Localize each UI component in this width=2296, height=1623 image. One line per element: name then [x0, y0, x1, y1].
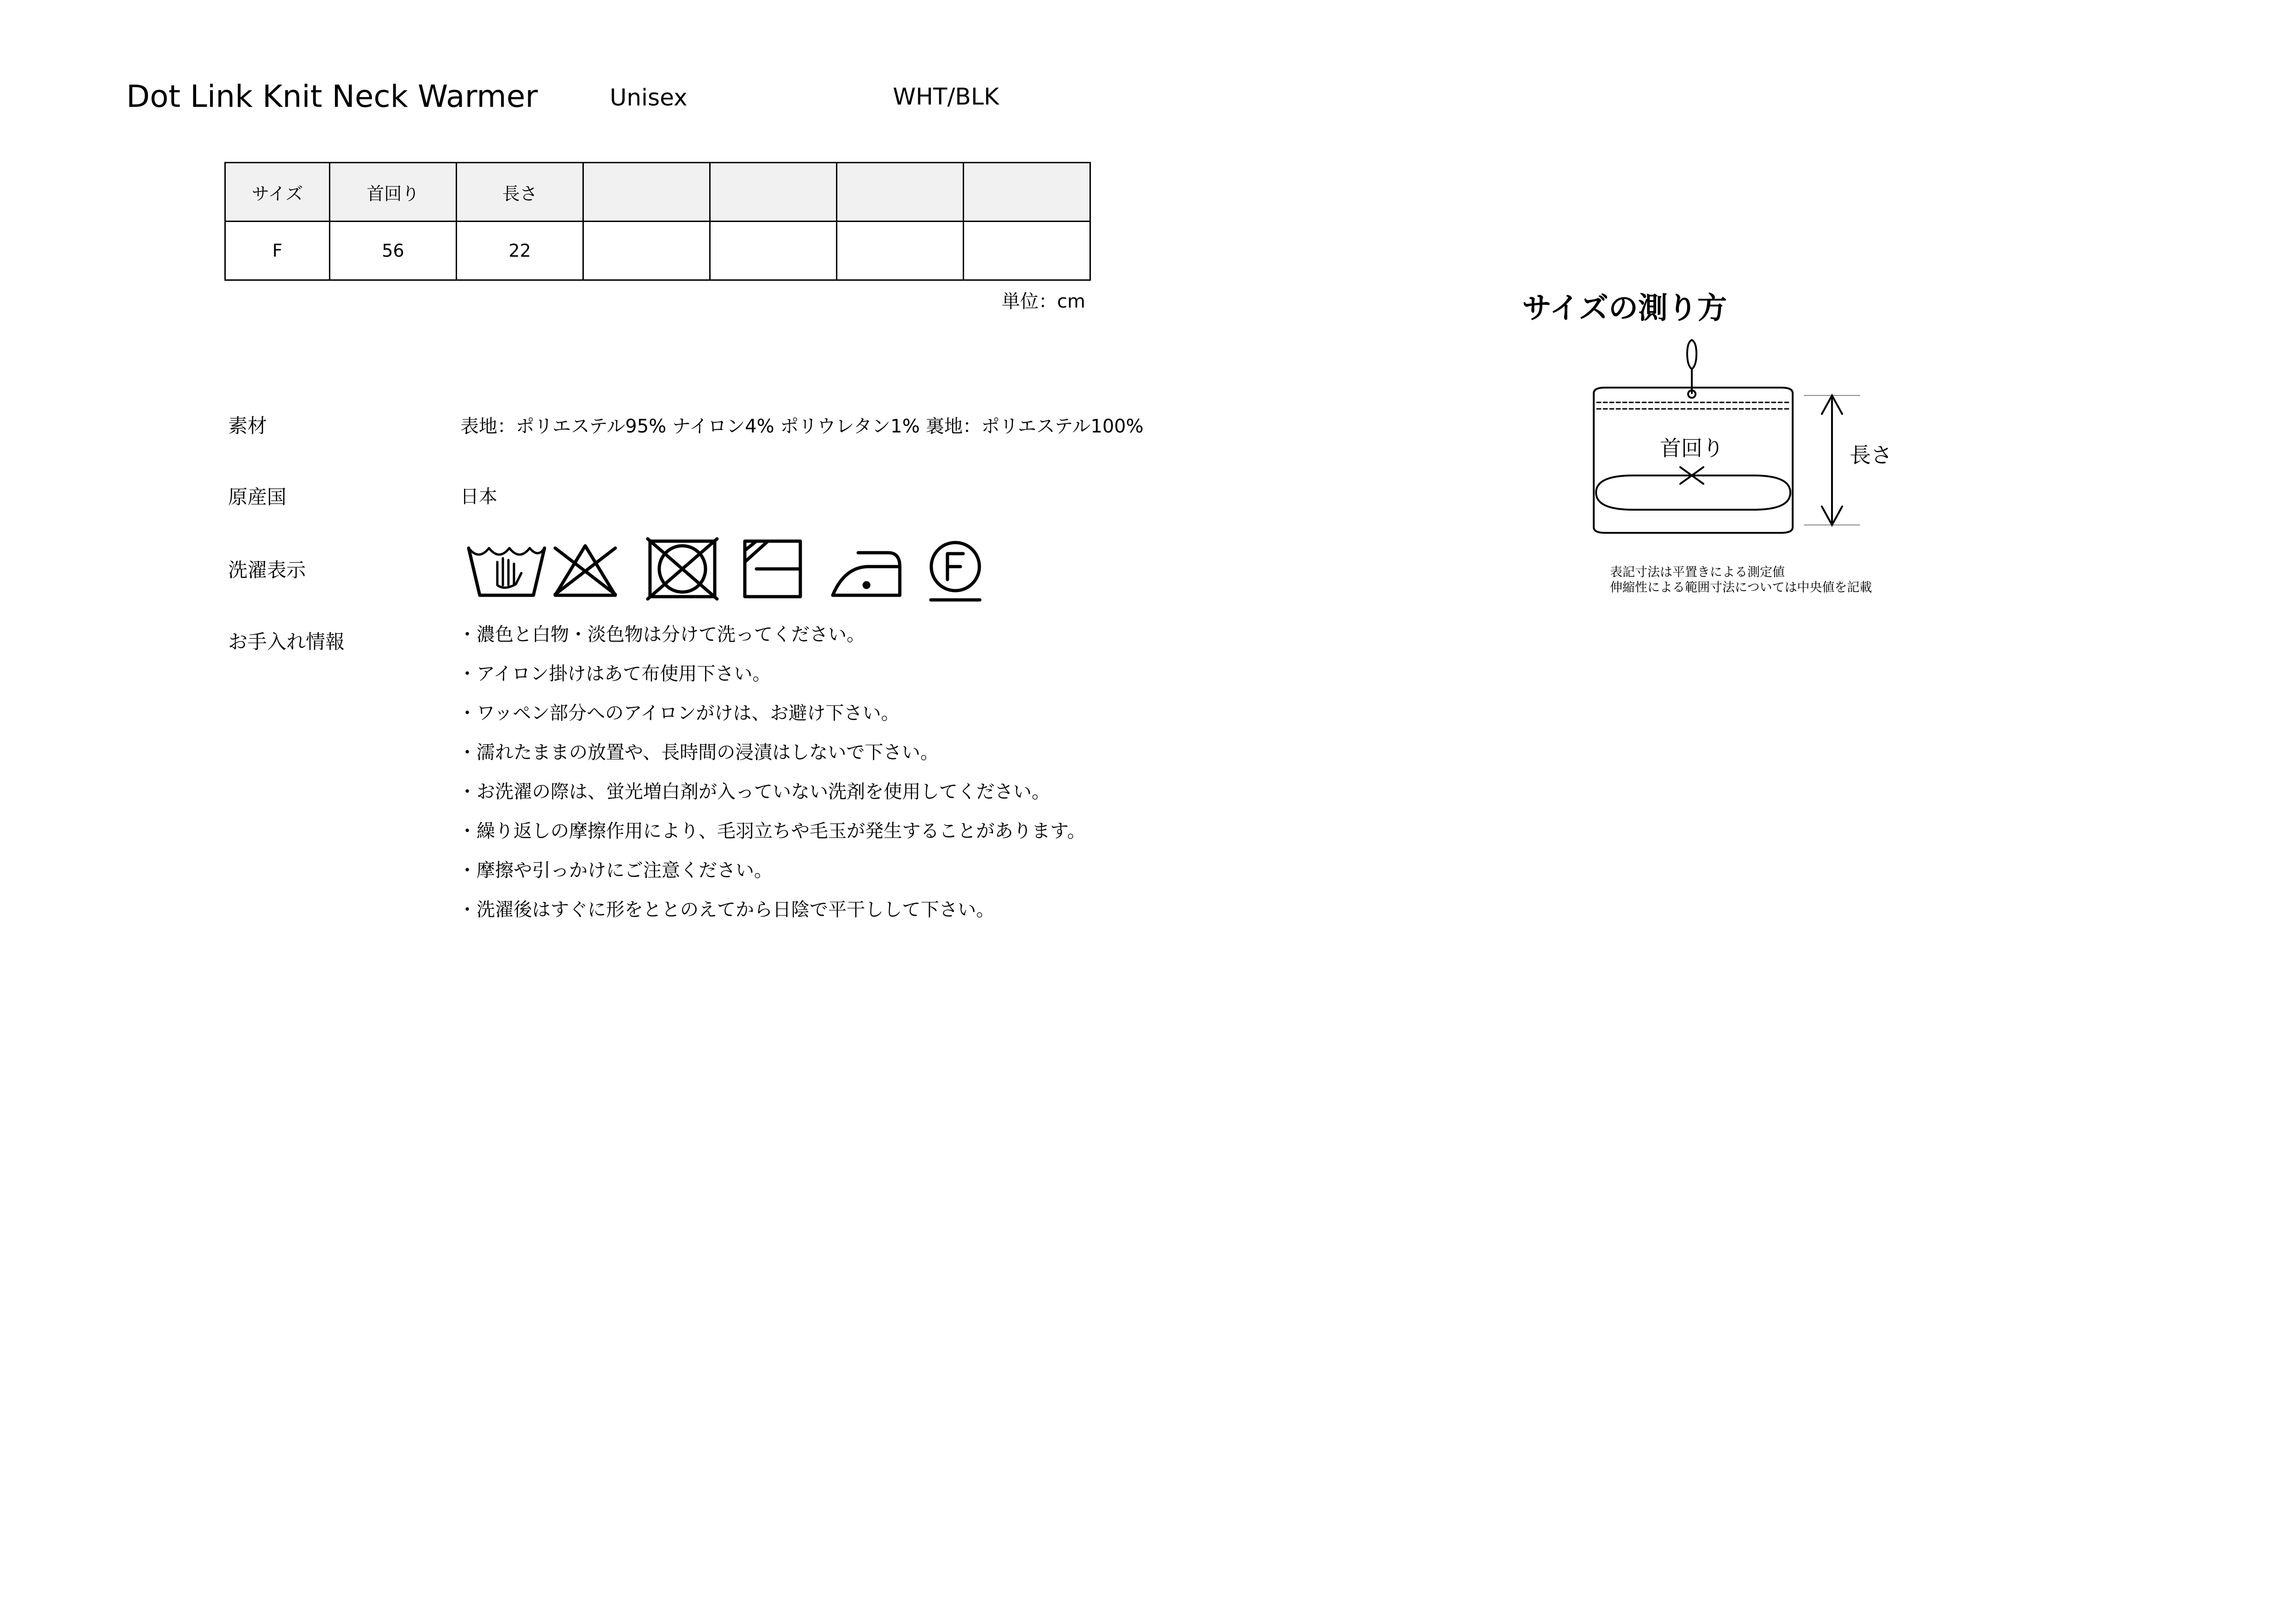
header-cell-length: 長さ [457, 163, 583, 222]
cell-empty [710, 222, 837, 280]
size-table-row [225, 222, 1090, 280]
cell-size: F [225, 222, 330, 280]
origin-label: 原産国 [228, 486, 287, 508]
measure-title: サイズの測り方 [1522, 291, 1727, 326]
hand-wash-30-icon [469, 548, 545, 595]
care-line: ・摩擦や引っかけにご注意ください。 [458, 860, 773, 881]
unit-label: 単位：cm [1002, 291, 1085, 312]
origin-value: 日本 [460, 486, 497, 507]
no-tumble-dry-icon [648, 539, 717, 599]
neck-warmer-diagram [1578, 328, 1892, 546]
header-cell-size: サイズ [225, 163, 330, 222]
dry-clean-f-icon [931, 543, 980, 600]
care-line: ・お洗濯の際は、蛍光増白剤が入っていない洗剤を使用してください。 [458, 781, 1050, 802]
no-bleach-icon [555, 546, 615, 595]
wash-label: 洗濯表示 [228, 559, 306, 581]
iron-low-icon [833, 553, 900, 595]
wash-symbols [465, 534, 985, 604]
color-label: WHT/BLK [893, 83, 999, 110]
care-line: ・濡れたままの放置や、長時間の浸漬はしないで下さい。 [458, 742, 939, 763]
care-line: ・濃色と白物・淡色物は分けて洗ってください。 [458, 624, 865, 645]
care-line: ・ワッペン部分へのアイロンがけは、お避け下さい。 [458, 703, 900, 724]
cell-empty [964, 222, 1090, 280]
note-line-2: 伸縮性による範囲寸法については中央値を記載 [1610, 580, 1872, 595]
care-line: ・洗濯後はすぐに形をととのえてから日陰で平干しして下さい。 [458, 899, 995, 920]
material-label: 素材 [228, 414, 267, 437]
cell-length: 22 [457, 222, 583, 280]
header-cell-empty [964, 163, 1090, 222]
cell-neck: 56 [330, 222, 457, 280]
cell-empty [837, 222, 964, 280]
size-table-header-row [225, 163, 1090, 222]
care-line: ・アイロン掛けはあて布使用下さい。 [458, 663, 771, 685]
header-cell-neck: 首回り [330, 163, 457, 222]
care-label: お手入れ情報 [228, 630, 345, 653]
header-cell-empty [710, 163, 837, 222]
header-cell-empty [837, 163, 964, 222]
care-line: ・繰り返しの摩擦作用により、毛羽立ちや毛玉が発生することがあります。 [458, 821, 1086, 842]
material-value: 表地：ポリエステル95% ナイロン4% ポリウレタン1% 裏地：ポリエステル100% [460, 416, 1144, 437]
header-cell-empty [583, 163, 710, 222]
size-table [224, 162, 1091, 281]
cell-empty [583, 222, 710, 280]
length-label: 長さ [1850, 443, 1892, 468]
neck-label: 首回り [1660, 436, 1724, 461]
product-name: Dot Link Knit Neck Warmer [126, 79, 538, 114]
gender-label: Unisex [610, 84, 687, 111]
note-line-1: 表記寸法は平置きによる測定値 [1610, 565, 1785, 580]
line-dry-shade-icon [745, 541, 800, 597]
